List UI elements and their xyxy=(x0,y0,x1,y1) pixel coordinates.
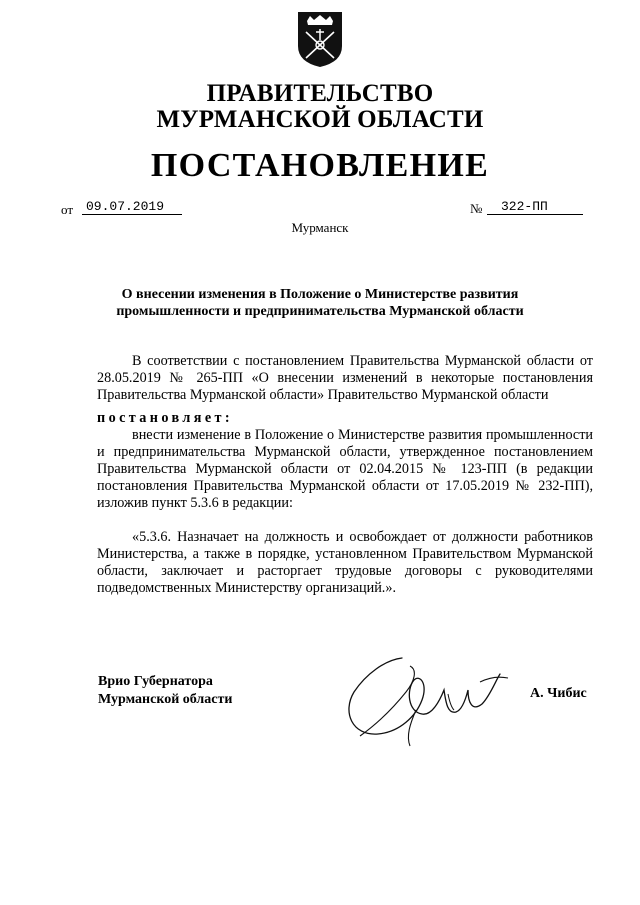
organization-name-line1: ПРАВИТЕЛЬСТВО xyxy=(206,80,434,107)
organization-name-line2: МУРМАНСКОЙ ОБЛАСТИ xyxy=(156,106,484,133)
document-number: 322-ПП xyxy=(487,199,583,215)
clause-paragraph: «5.3.6. Назначает на должность и освобождает от должности работников Министерства, а также в порядке, установленном Правительством Мурманской области, заключает и расторгает трудовые договоры с руководителями подведомственных Министерству организаций.». xyxy=(97,529,593,596)
date-prefix: от xyxy=(61,202,74,217)
signatory-title-line1: Врио Губернатора xyxy=(98,674,213,689)
preamble-paragraph: В соответствии с постановлением Правительства Мурманской области от 28.05.2019 № 265-ПП «О внесении изменений в некоторые постановления Правительства Мурманской области» Правительство Мурманской области xyxy=(97,353,593,403)
coat-of-arms-emblem xyxy=(296,10,344,68)
city-name: Мурманск xyxy=(291,220,349,235)
document-type-title: ПОСТАНОВЛЕНИЕ xyxy=(150,147,490,184)
number-prefix: № xyxy=(470,201,483,216)
document-subject xyxy=(100,286,540,320)
document-date: 09.07.2019 xyxy=(82,199,182,215)
instruction-paragraph: внести изменение в Положение о Министерстве развития промышленности и предпринимательства Мурманской области, утвержденное постановлением Правительства Мурманской области от 02.04.2015 № 123-ПП (в редакции постановления Правительства Мурманской области от 17.05.2019 № 232-ПП), изложив пункт 5.3.6 в редакции: xyxy=(97,427,593,511)
subject-line-2: промышленности и предпринимательства Мурманской области xyxy=(116,304,524,319)
handwritten-signature xyxy=(330,640,520,750)
signatory-title-line2: Мурманской области xyxy=(98,692,233,707)
subject-line-1: О внесении изменения в Положение о Министерстве развития xyxy=(121,287,519,302)
resolves-keyword: постановляет: xyxy=(97,410,234,426)
signatory-name: А. Чибис xyxy=(530,686,587,701)
